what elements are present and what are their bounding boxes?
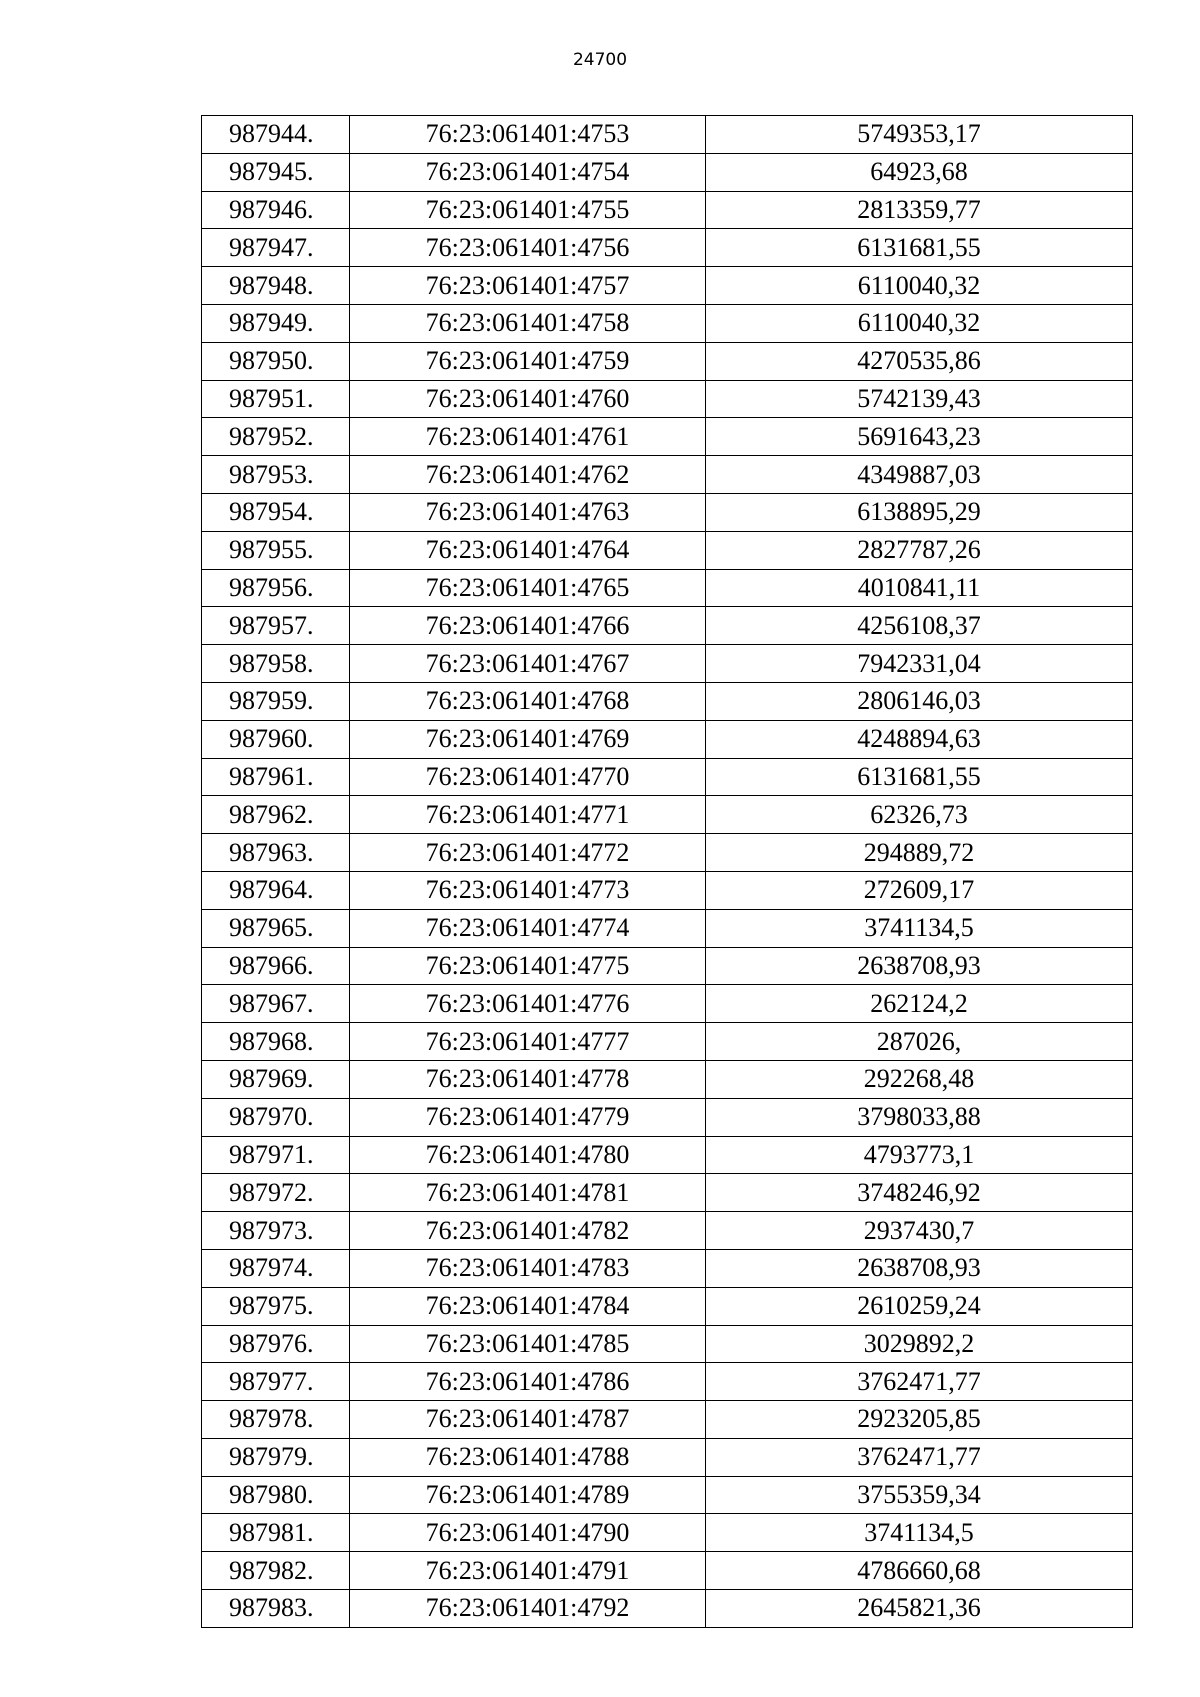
value-cell: 3798033,88 xyxy=(706,1098,1133,1136)
cadastral-number-cell: 76:23:061401:4775 xyxy=(350,947,706,985)
value-cell: 262124,2 xyxy=(706,985,1133,1023)
cadastral-number-cell: 76:23:061401:4766 xyxy=(350,607,706,645)
table-row xyxy=(202,493,1133,531)
value-cell: 4793773,1 xyxy=(706,1136,1133,1174)
table-row xyxy=(202,1174,1133,1212)
row-number-cell: 987953. xyxy=(202,456,350,494)
value-cell: 294889,72 xyxy=(706,834,1133,872)
cadastral-number-cell: 76:23:061401:4767 xyxy=(350,645,706,683)
registry-table xyxy=(201,115,1133,1628)
cadastral-number-cell: 76:23:061401:4762 xyxy=(350,456,706,494)
value-cell: 6110040,32 xyxy=(706,304,1133,342)
value-cell: 5691643,23 xyxy=(706,418,1133,456)
row-number-cell: 987962. xyxy=(202,796,350,834)
row-number-cell: 987946. xyxy=(202,191,350,229)
page-number: 24700 xyxy=(572,50,628,70)
cadastral-number-cell: 76:23:061401:4773 xyxy=(350,871,706,909)
table-row xyxy=(202,1363,1133,1401)
table-row xyxy=(202,834,1133,872)
row-number-cell: 987956. xyxy=(202,569,350,607)
cadastral-number-cell: 76:23:061401:4770 xyxy=(350,758,706,796)
value-cell: 62326,73 xyxy=(706,796,1133,834)
value-cell: 6110040,32 xyxy=(706,267,1133,305)
value-cell: 2923205,85 xyxy=(706,1401,1133,1439)
value-cell: 292268,48 xyxy=(706,1060,1133,1098)
row-number-cell: 987973. xyxy=(202,1212,350,1250)
row-number-cell: 987955. xyxy=(202,531,350,569)
table-row xyxy=(202,1287,1133,1325)
row-number-cell: 987965. xyxy=(202,909,350,947)
value-cell: 6131681,55 xyxy=(706,758,1133,796)
cadastral-number-cell: 76:23:061401:4758 xyxy=(350,304,706,342)
value-cell: 2610259,24 xyxy=(706,1287,1133,1325)
table-row xyxy=(202,1060,1133,1098)
cadastral-number-cell: 76:23:061401:4768 xyxy=(350,682,706,720)
row-number-cell: 987950. xyxy=(202,342,350,380)
table-row xyxy=(202,456,1133,494)
table-row xyxy=(202,116,1133,154)
table-row xyxy=(202,909,1133,947)
row-number-cell: 987960. xyxy=(202,720,350,758)
cadastral-number-cell: 76:23:061401:4787 xyxy=(350,1401,706,1439)
cadastral-number-cell: 76:23:061401:4776 xyxy=(350,985,706,1023)
value-cell: 4010841,11 xyxy=(706,569,1133,607)
value-cell: 6138895,29 xyxy=(706,493,1133,531)
table-row xyxy=(202,1098,1133,1136)
cadastral-number-cell: 76:23:061401:4785 xyxy=(350,1325,706,1363)
row-number-cell: 987975. xyxy=(202,1287,350,1325)
value-cell: 3762471,77 xyxy=(706,1363,1133,1401)
table-row xyxy=(202,191,1133,229)
row-number-cell: 987951. xyxy=(202,380,350,418)
cadastral-number-cell: 76:23:061401:4784 xyxy=(350,1287,706,1325)
row-number-cell: 987959. xyxy=(202,682,350,720)
row-number-cell: 987966. xyxy=(202,947,350,985)
cadastral-number-cell: 76:23:061401:4765 xyxy=(350,569,706,607)
value-cell: 4270535,86 xyxy=(706,342,1133,380)
cadastral-number-cell: 76:23:061401:4783 xyxy=(350,1249,706,1287)
value-cell: 3741134,5 xyxy=(706,1514,1133,1552)
value-cell: 4786660,68 xyxy=(706,1552,1133,1590)
table-row xyxy=(202,1136,1133,1174)
value-cell: 4248894,63 xyxy=(706,720,1133,758)
cadastral-number-cell: 76:23:061401:4771 xyxy=(350,796,706,834)
cadastral-number-cell: 76:23:061401:4791 xyxy=(350,1552,706,1590)
cadastral-number-cell: 76:23:061401:4780 xyxy=(350,1136,706,1174)
table-row xyxy=(202,1438,1133,1476)
table-row xyxy=(202,1590,1133,1628)
value-cell: 2806146,03 xyxy=(706,682,1133,720)
cadastral-number-cell: 76:23:061401:4774 xyxy=(350,909,706,947)
cadastral-number-cell: 76:23:061401:4763 xyxy=(350,493,706,531)
row-number-cell: 987947. xyxy=(202,229,350,267)
row-number-cell: 987967. xyxy=(202,985,350,1023)
row-number-cell: 987968. xyxy=(202,1023,350,1061)
row-number-cell: 987981. xyxy=(202,1514,350,1552)
table-row xyxy=(202,682,1133,720)
table-row xyxy=(202,796,1133,834)
cadastral-number-cell: 76:23:061401:4753 xyxy=(350,116,706,154)
row-number-cell: 987963. xyxy=(202,834,350,872)
table-row xyxy=(202,418,1133,456)
row-number-cell: 987983. xyxy=(202,1590,350,1628)
table-row xyxy=(202,531,1133,569)
value-cell: 6131681,55 xyxy=(706,229,1133,267)
table-row xyxy=(202,720,1133,758)
cadastral-number-cell: 76:23:061401:4772 xyxy=(350,834,706,872)
table-row xyxy=(202,985,1133,1023)
table-row xyxy=(202,569,1133,607)
cadastral-number-cell: 76:23:061401:4777 xyxy=(350,1023,706,1061)
cadastral-number-cell: 76:23:061401:4786 xyxy=(350,1363,706,1401)
value-cell: 5749353,17 xyxy=(706,116,1133,154)
cadastral-number-cell: 76:23:061401:4789 xyxy=(350,1476,706,1514)
cadastral-number-cell: 76:23:061401:4781 xyxy=(350,1174,706,1212)
row-number-cell: 987970. xyxy=(202,1098,350,1136)
table-row xyxy=(202,342,1133,380)
value-cell: 272609,17 xyxy=(706,871,1133,909)
table-row xyxy=(202,645,1133,683)
value-cell: 2638708,93 xyxy=(706,1249,1133,1287)
table-row xyxy=(202,1401,1133,1439)
value-cell: 3748246,92 xyxy=(706,1174,1133,1212)
row-number-cell: 987972. xyxy=(202,1174,350,1212)
value-cell: 2937430,7 xyxy=(706,1212,1133,1250)
cadastral-number-cell: 76:23:061401:4790 xyxy=(350,1514,706,1552)
cadastral-number-cell: 76:23:061401:4754 xyxy=(350,153,706,191)
row-number-cell: 987974. xyxy=(202,1249,350,1287)
value-cell: 3755359,34 xyxy=(706,1476,1133,1514)
value-cell: 2645821,36 xyxy=(706,1590,1133,1628)
cadastral-number-cell: 76:23:061401:4782 xyxy=(350,1212,706,1250)
table-row xyxy=(202,1249,1133,1287)
value-cell: 7942331,04 xyxy=(706,645,1133,683)
table-row xyxy=(202,380,1133,418)
value-cell: 3762471,77 xyxy=(706,1438,1133,1476)
cadastral-number-cell: 76:23:061401:4778 xyxy=(350,1060,706,1098)
cadastral-number-cell: 76:23:061401:4760 xyxy=(350,380,706,418)
table-row xyxy=(202,229,1133,267)
table-body xyxy=(202,116,1133,1628)
value-cell: 4256108,37 xyxy=(706,607,1133,645)
row-number-cell: 987945. xyxy=(202,153,350,191)
value-cell: 3029892,2 xyxy=(706,1325,1133,1363)
row-number-cell: 987961. xyxy=(202,758,350,796)
value-cell: 4349887,03 xyxy=(706,456,1133,494)
row-number-cell: 987980. xyxy=(202,1476,350,1514)
row-number-cell: 987971. xyxy=(202,1136,350,1174)
value-cell: 2827787,26 xyxy=(706,531,1133,569)
table-row xyxy=(202,153,1133,191)
row-number-cell: 987944. xyxy=(202,116,350,154)
row-number-cell: 987948. xyxy=(202,267,350,305)
table-row xyxy=(202,947,1133,985)
value-cell: 2638708,93 xyxy=(706,947,1133,985)
value-cell: 64923,68 xyxy=(706,153,1133,191)
row-number-cell: 987949. xyxy=(202,304,350,342)
row-number-cell: 987952. xyxy=(202,418,350,456)
row-number-cell: 987977. xyxy=(202,1363,350,1401)
table-row xyxy=(202,267,1133,305)
cadastral-number-cell: 76:23:061401:4779 xyxy=(350,1098,706,1136)
row-number-cell: 987954. xyxy=(202,493,350,531)
table-row xyxy=(202,304,1133,342)
cadastral-number-cell: 76:23:061401:4792 xyxy=(350,1590,706,1628)
value-cell: 5742139,43 xyxy=(706,380,1133,418)
row-number-cell: 987969. xyxy=(202,1060,350,1098)
cadastral-number-cell: 76:23:061401:4788 xyxy=(350,1438,706,1476)
value-cell: 287026, xyxy=(706,1023,1133,1061)
value-cell: 2813359,77 xyxy=(706,191,1133,229)
row-number-cell: 987982. xyxy=(202,1552,350,1590)
cadastral-number-cell: 76:23:061401:4759 xyxy=(350,342,706,380)
cadastral-number-cell: 76:23:061401:4761 xyxy=(350,418,706,456)
row-number-cell: 987979. xyxy=(202,1438,350,1476)
table-row xyxy=(202,1325,1133,1363)
value-cell: 3741134,5 xyxy=(706,909,1133,947)
row-number-cell: 987957. xyxy=(202,607,350,645)
table-row xyxy=(202,1552,1133,1590)
row-number-cell: 987958. xyxy=(202,645,350,683)
cadastral-number-cell: 76:23:061401:4755 xyxy=(350,191,706,229)
cadastral-number-cell: 76:23:061401:4769 xyxy=(350,720,706,758)
table-row xyxy=(202,1514,1133,1552)
row-number-cell: 987964. xyxy=(202,871,350,909)
table-row xyxy=(202,607,1133,645)
row-number-cell: 987976. xyxy=(202,1325,350,1363)
row-number-cell: 987978. xyxy=(202,1401,350,1439)
cadastral-number-cell: 76:23:061401:4756 xyxy=(350,229,706,267)
table-row xyxy=(202,1212,1133,1250)
table-row xyxy=(202,871,1133,909)
table-row xyxy=(202,758,1133,796)
table-row xyxy=(202,1476,1133,1514)
cadastral-number-cell: 76:23:061401:4764 xyxy=(350,531,706,569)
table-row xyxy=(202,1023,1133,1061)
cadastral-number-cell: 76:23:061401:4757 xyxy=(350,267,706,305)
